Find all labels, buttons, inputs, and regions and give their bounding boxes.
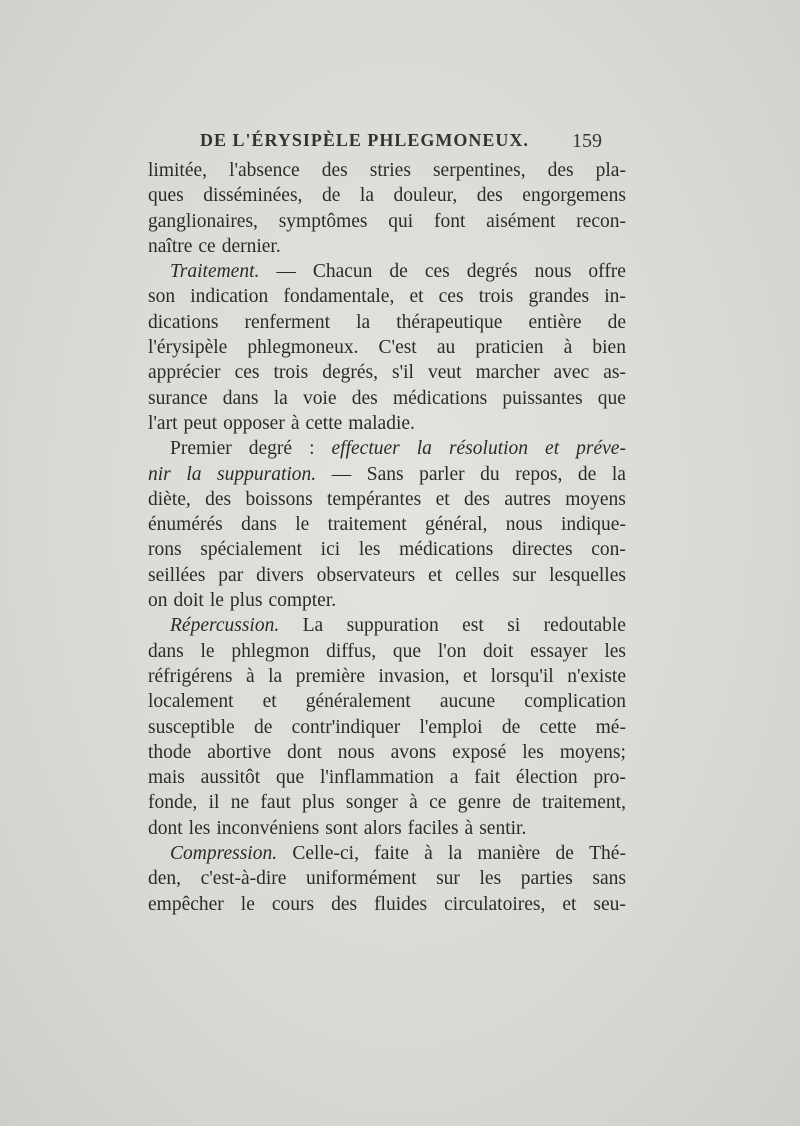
text-line: susceptible de contr'indiquer l'emploi de cette mé- [148,716,626,738]
text-line: dications renferment la thérapeutique entière de [148,311,626,333]
text-line: nir la suppuration. — Sans parler du repos, de la [148,463,626,485]
page-header [0,130,800,160]
text-line: apprécier ces trois degrés, s'il veut marcher avec as- [148,362,626,384]
text-line: ques disséminées, de la douleur, des engorgemens [148,185,626,207]
body-text [148,158,626,917]
text-line: on doit le plus compter. [148,590,337,612]
text-line: dont les inconvéniens sont alors faciles à sentir. [148,817,527,839]
text-line: localement et généralement aucune complication [148,691,626,713]
text-line: l'art peut opposer à cette maladie. [148,412,415,434]
text-line: naître ce dernier. [148,235,281,257]
text-line: mais aussitôt que l'inflammation a fait élection pro- [148,767,626,789]
running-head: DE L'ÉRYSIPÈLE PHLEGMONEUX. [200,130,529,150]
text-line: son indication fondamentale, et ces trois grandes in- [148,286,626,308]
text-line: dans le phlegmon diffus, que l'on doit essayer les [148,640,626,662]
text-line: Compression. Celle-ci, faite à la manière de Thé- [170,843,626,865]
text-line: den, c'est-à-dire uniformément sur les parties sans [148,868,626,890]
text-line: énumérés dans le traitement général, nous indique- [148,514,626,536]
text-line: ganglionaires, symptômes qui font aisément recon- [148,210,626,232]
text-line: réfrigérens à la première invasion, et lorsqu'il n'existe [148,665,626,687]
text-line: empêcher le cours des fluides circulatoires, et seu- [148,893,626,915]
text-line: diète, des boissons tempérantes et des autres moyens [148,488,626,510]
text-line: Traitement. — Chacun de ces degrés nous offre [170,261,626,283]
text-line: l'érysipèle phlegmoneux. C'est au praticien à bien [148,337,626,359]
text-line: limitée, l'absence des stries serpentines, des pla- [148,160,626,181]
text-line: Premier degré : effectuer la résolution et préve- [170,438,626,460]
page-number: 159 [572,130,602,152]
text-line: fonde, il ne faut plus songer à ce genre de traitement, [148,792,626,814]
text-line: seillées par divers observateurs et celles sur lesquelles [148,564,626,586]
text-line: thode abortive dont nous avons exposé les moyens; [148,741,626,763]
text-line: Répercussion. La suppuration est si redoutable [170,615,626,637]
text-line: rons spécialement ici les médications directes con- [148,539,626,561]
text-line: surance dans la voie des médications puissantes que [148,387,626,409]
